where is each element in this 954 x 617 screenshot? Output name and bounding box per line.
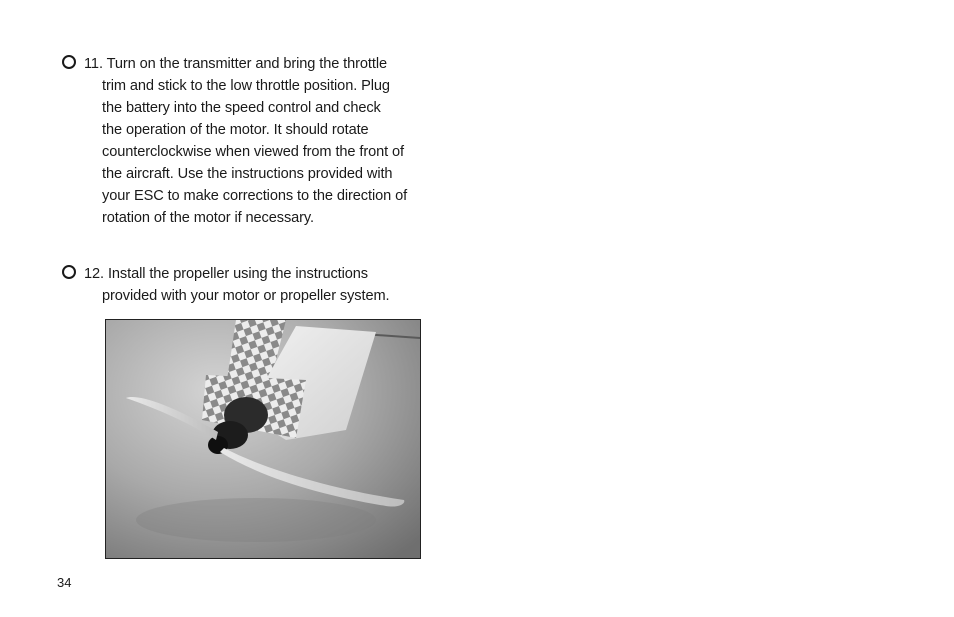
propeller-photo-illustration	[106, 320, 420, 558]
step-line: the aircraft. Use the instructions provided with	[102, 166, 393, 182]
step-line: 11. Turn on the transmitter and bring the throttle	[62, 53, 432, 75]
checkbox-icon[interactable]	[62, 55, 76, 69]
instruction-step-12	[62, 263, 432, 307]
step-line: your ESC to make corrections to the direction of	[102, 188, 408, 204]
step-line: counterclockwise when viewed from the front of	[102, 144, 405, 160]
step-line: 12. Install the propeller using the instructions	[62, 263, 432, 285]
step-line: provided with your motor or propeller system.	[102, 288, 390, 304]
instruction-step-11	[62, 53, 432, 229]
step-line: the battery into the speed control and check	[102, 100, 381, 116]
checkbox-icon[interactable]	[62, 265, 76, 279]
step-line: rotation of the motor if necessary.	[102, 210, 314, 226]
step-line: trim and stick to the low throttle position. Plug	[102, 78, 390, 94]
step-line: the operation of the motor. It should rotate	[102, 122, 369, 138]
propeller-installation-photo	[105, 319, 421, 559]
page-number: 34	[57, 575, 72, 590]
